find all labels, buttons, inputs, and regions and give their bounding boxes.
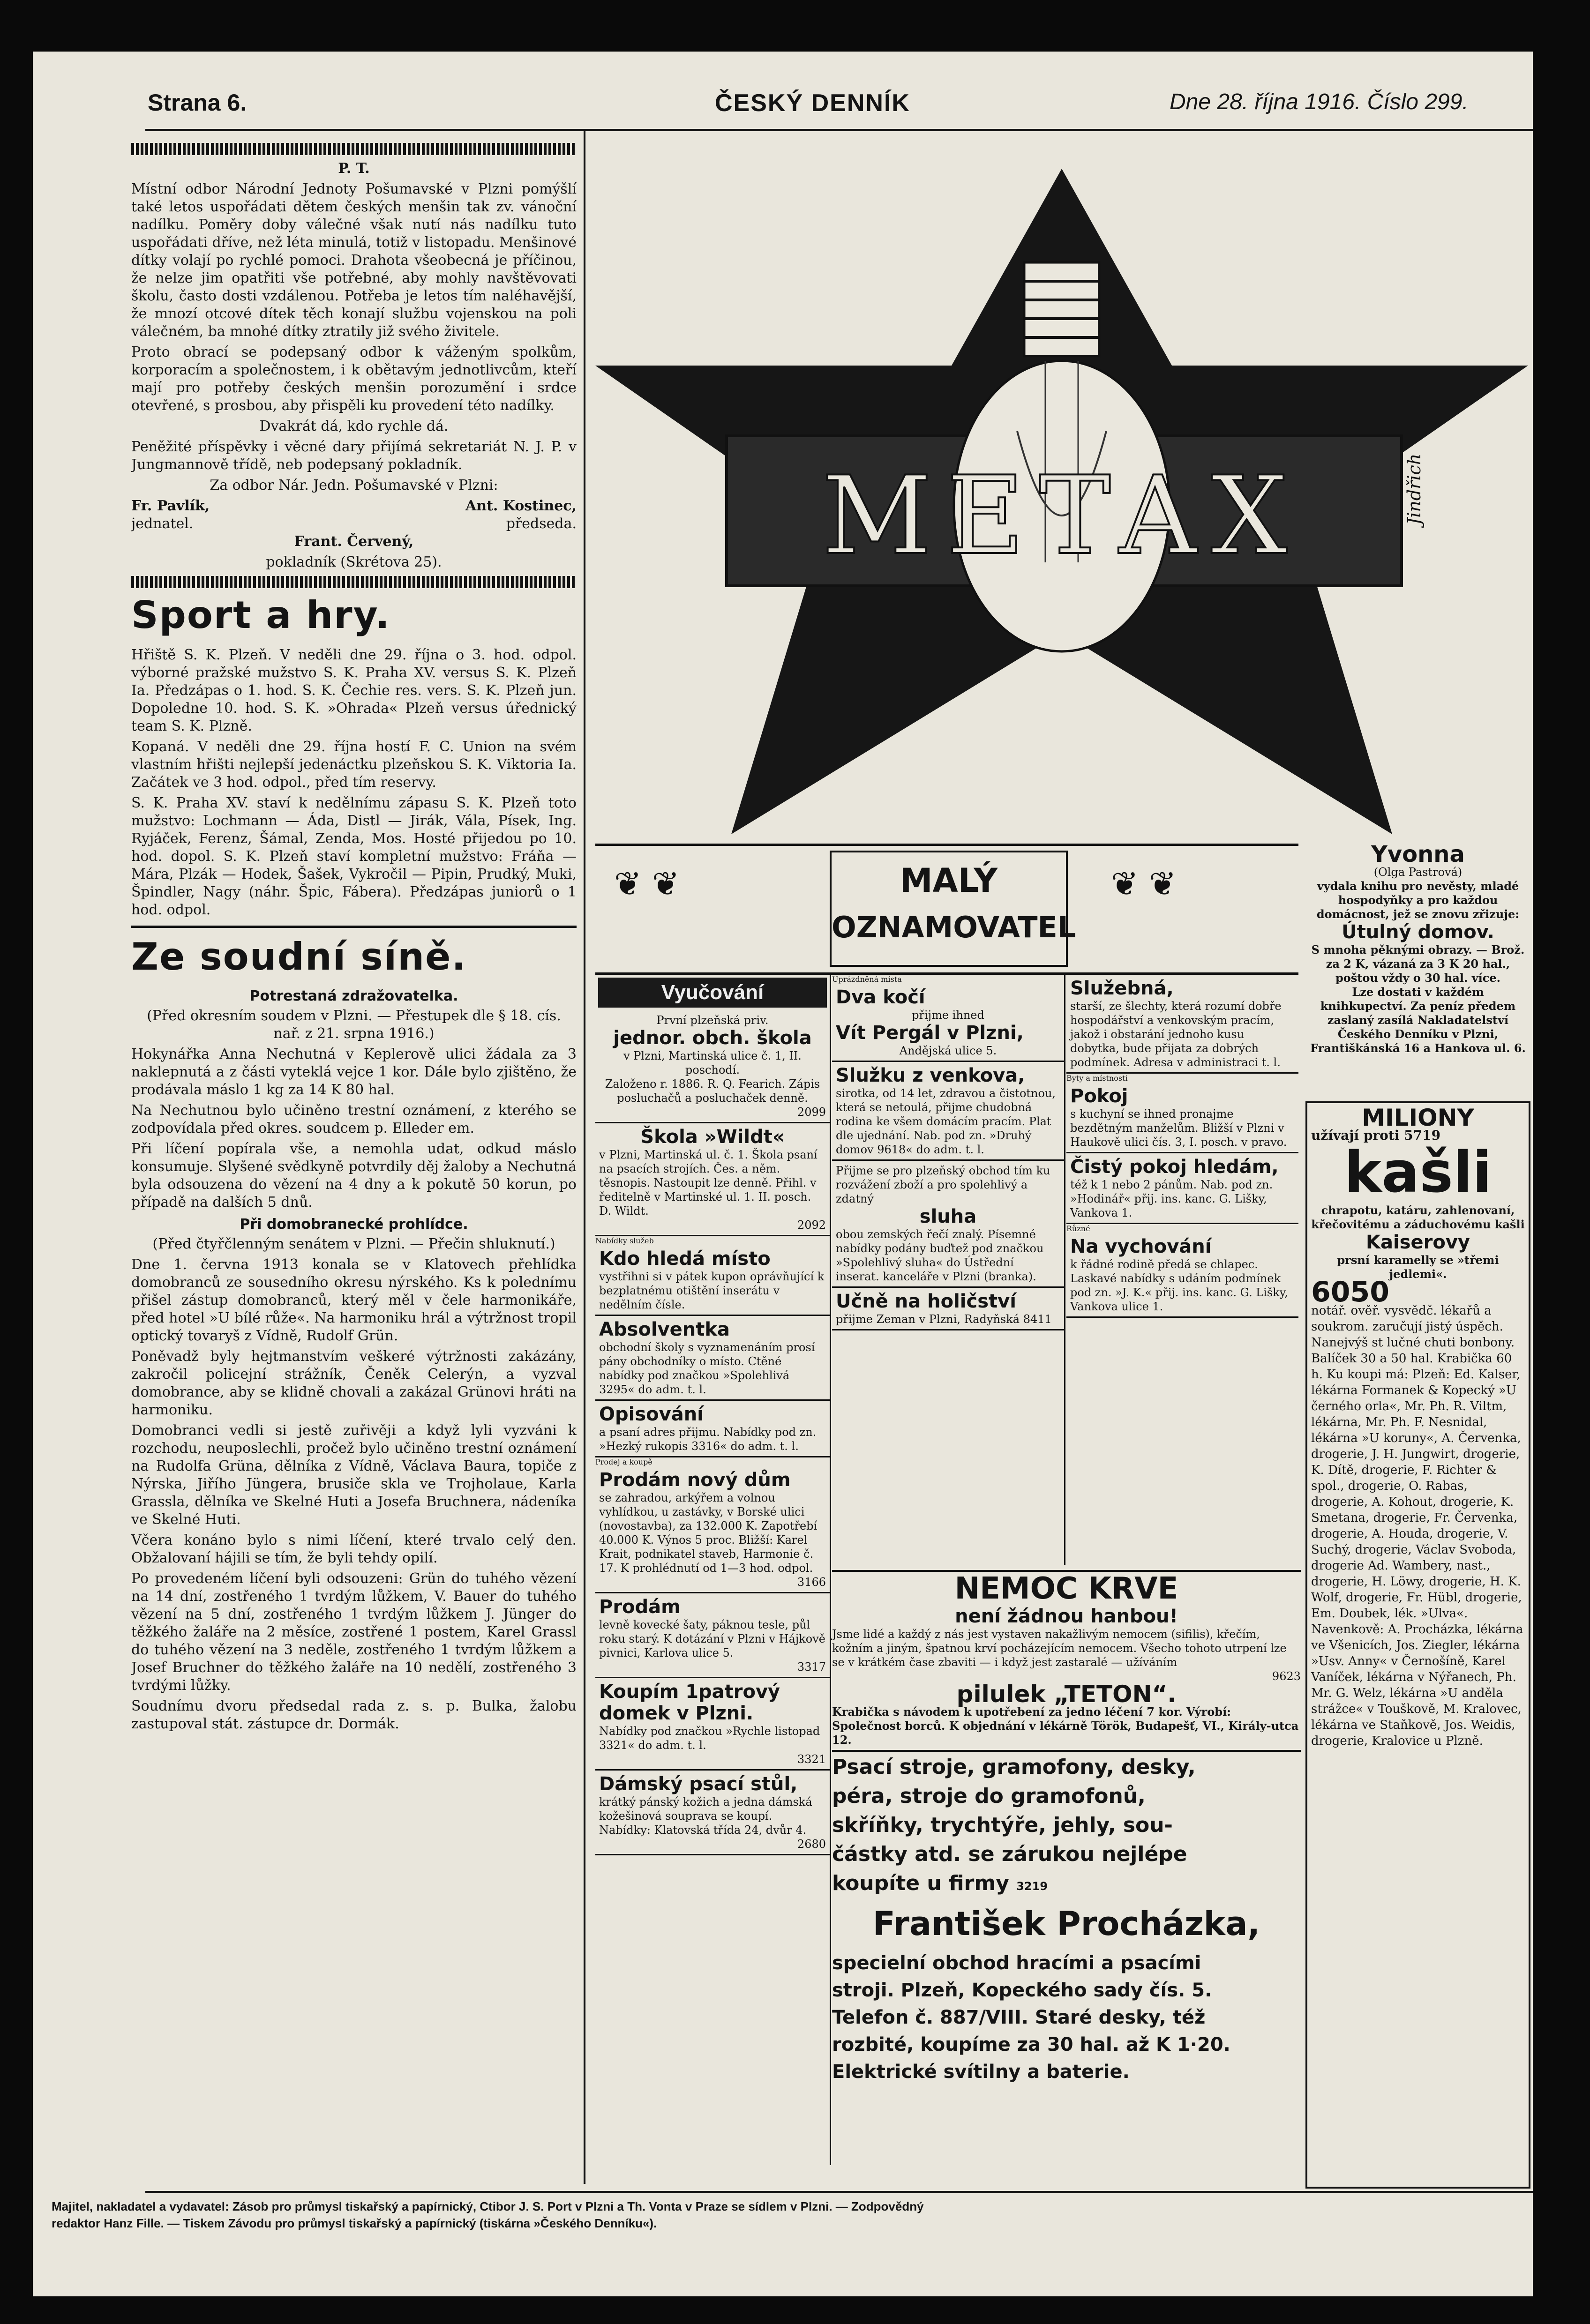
ad-yvonna: Yvonna (Olga Pastrová) vydala knihu pro nevěsty, mladé hospodyňky a pro každou domácnost, jež se znovu zřizuje: Útulný domov. S mnoha pěknými obrazy. — Brož. za 2 K, vázaná za 3 K 20 hal., poštou vždy o 30 hal. více. Lze dostati v každém knihkupectví. Za peníz předem zaslaný zasílá Nakladatelství Českého Denníku v Plzni, Františkánská 16 a Hankova ul. 6.	[1310, 841, 1526, 1055]
section-heading-court: Ze soudní síně.	[131, 935, 467, 979]
metax-advertisement	[595, 141, 1528, 839]
ad-opisovani: Opisování a psaní adres přijmu. Nabídky pod zn. »Hezký rukopis 3316« do adm. t. l.	[595, 1401, 830, 1457]
section-flats: Byty a místnosti	[1066, 1074, 1128, 1083]
footer-rule	[145, 2191, 1533, 2193]
signature-role: jednatel.	[131, 516, 194, 532]
court-paragraph: Včera konáno bylo s nimi líčení, které trvalo celý den. Obžalovaní hájili se tím, že byli tehdy opilí.	[131, 1532, 577, 1566]
ad-house: Prodám nový dům se zahradou, arkýřem a volnou vyhlídkou, u zastávky, v Borské ulici (novostavba), za 132.000 K. Zapotřebí 40.000 K. Výnos 5 proc. Bližší: Karel Krait, podnikatel staveb, Harmonie č. 17. K prohlédnutí od 1—3 hod. odpol. 3166	[595, 1466, 830, 1593]
metax-wordmark: METAX	[821, 454, 1302, 579]
left-column	[131, 138, 577, 2191]
section-services: Nabídky služeb	[595, 1236, 654, 1245]
signature-role: předseda.	[506, 516, 577, 532]
court-paragraph: Poněvadž byly hejtmanstvím veškeré výtržnosti zakázány, zakročil policejní strážník, Čeněk Celerýn, a vyzval domobrance, aby se klidně chovali a zakázal Grünovi hráti na harmoniku.	[131, 1348, 577, 1418]
classifieds-title: MALÝ OZNAMOVATEL	[830, 851, 1068, 967]
classifieds-column-2	[832, 975, 1065, 1565]
ad-rural-maid: Služku z venkova, sirotka, od 14 let, zdravou a čistotnou, která se netoulá, přijme chudobná rodina ke všem domácím pracím. Plat dle ujednání. Nab. pod zn. »Druhý domov 9618« do adm. t. l.	[832, 1062, 1064, 1161]
ornamental-rule	[131, 143, 577, 155]
court-paragraph: Domobranci vedli si jestě zuřivěji a když lyli vyzváni k rozchodu, neuposlechli, pročež bylo učiněno trestní oznámení na Rudolfa Grüna, dělníka z Vídně, Václava Baura, topiče z Nýrska, Jiřího Jüngera, brusiče skla ve Trojholaue, Karla Grassla, dělníka ve Skelné Huti a Josefa Bruchnera, nádeníka ve Skelné Huti.	[131, 1422, 577, 1528]
ad-buy: Koupím 1patrový domek v Plzni. Nabídky pod značkou »Rychle listopad 3321« do adm. t. l. 3321	[595, 1678, 830, 1771]
section-heading-sport: Sport a hry.	[131, 593, 390, 637]
ad-miliony: MILIONY užívají proti 5719 kašli chrapotu, katáru, zahlenovaní, křečovitému a záduchovému kašli Kaiserovy prsní karamelly se »třemi jedlemi«. 6050 notář. ověř. vysvědč. lékařů a soukrom. zaručují jistý úspěch. Nanejvýš st lučné chuti bonbony. Balíček 30 a 50 hal. Krabička 60 h. Ku koupi má: Plzeň: Ed. Kalser, lékárna Formanek & Kopecký »U černého orla«, Mr. Ph. R. Viltm, lékárna, Mr. Ph. F. Nesnidal, lékárna »U koruny«, A. Červenka, drogerie, J. H. Jungwirt, drogerie, K. Dítě, drogerie, F. Richter & spol., drogerie, O. Rabas, drogerie, A. Kohout, drogerie, K. Smetana, drogerie, Fr. Červenka, drogerie, A. Houda, drogerie, V. Suchý, drogerie, Václav Svoboda, drogerie Ad. Wambery, nast., drogerie, H. Löwy, drogerie, H. K. Wolf, drogerie, Fr. Hübl, drogerie, Em. Doubek, lék. »Ulva«. Navenkově: A. Procházka, lékárna ve Všenicích, Jos. Ziegler, lékárna »Usv. Anny« v Černošíně, Karel Vaníček, lékárna v Nýřanech, Ph. Mr. G. Welz, lékárna »U anděla strážce« v Touškově, M. Kralovec, lékárna ve Staňkově, Jos. Weidis, drogerie, Kralovice u Plzně.	[1305, 1101, 1530, 2189]
newspaper-page	[33, 52, 1533, 2296]
ad-care: Na vychování k řádné rodině předá se chlapec. Laskavé nabídky s udáním podmínek pod zn. »J. K.« přij. ins. kanc. G. Lišky, Vankova ulice 1.	[1066, 1233, 1298, 1318]
court-paragraph: Hokynářka Anna Nechutná v Keplerově ulici žádala za 3 naklepnutá a z části vyteklá vejce 1 kor. Dále bylo zjištěno, že prodávala máslo 1 kg za 14 K 80 hal.	[131, 1046, 577, 1098]
ad-prochazka: Psací stroje, gramofony, desky, péra, stroje do gramofonů, skříňky, trychtýře, jehly, sou- částky atd. se zárukou nejlépe koupíte u firmy 3219 František Procházka, specielní obchod hracími a psacími stroji. Plzeň, Kopeckého sady čís. 5. Telefon č. 887/VIII. Staré desky, též rozbité, koupíme za 30 hal. až K 1·20. Elektrické svítilny a baterie.	[832, 1753, 1301, 2193]
signatures	[131, 515, 577, 533]
ad-wildt: Škola »Wildt« v Plzni, Martinská ul. č. 1. Škola psaní na psacích strojích. Čes. a něm. těsnopis. Nastoupit lze denně. Přihl. v ředitelně v Martinské ul. 1. II. posch. D. Wildt. 2092	[595, 1123, 830, 1236]
signature-name: Fr. Pavlík,	[131, 498, 210, 514]
firm-name: František Procházka,	[872, 1905, 1260, 1943]
newspaper-title: ČESKÝ DENNÍK	[715, 90, 910, 117]
ad-clean-room: Čistý pokoj hledám, též k 1 nebo 2 pánům. Nab. pod zn. »Hodinář« přij. ins. kanc. G. Lišky, Vankova 1.	[1066, 1153, 1298, 1224]
issue-date: Dne 28. října 1916. Číslo 299.	[1170, 90, 1469, 114]
notice-for-line: Za odbor Nár. Jedn. Pošumavské v Plzni:	[210, 477, 498, 493]
page-number: Strana 6.	[148, 90, 247, 116]
section-vacancies: Uprázdněná místa	[832, 975, 902, 984]
sport-paragraph: Hřiště S. K. Plzeň. V neděli dne 29. října o 3. hod. odpol. výborné pražské mužstvo S. K. Praha XV. versus S. K. Plzeň Ia. Předzápas o 1. hod. S. K. Čechie res. vers. S. K. Plzeň jun. Dopoledne 10. hod. S. K. »Ohrada« Plzeň versus úřednický team S. K. Plzně.	[131, 647, 577, 734]
notice-heading: P. T.	[338, 160, 370, 177]
ad-sell: Prodám levně kovecké šaty, páknou tesle, půl roku starý. K dotázání v Plzni v Hájkově pivnici, Karlova ulice 5. 3317	[595, 1593, 830, 1678]
sport-paragraph: Kopaná. V neděli dne 29. října hostí F. C. Union na svém vlastním hřišti nejlepší jedenáctku plzeňskou S. K. Viktoria Ia. Začátek ve 3 hod. odpol., před tím reservy.	[131, 739, 577, 791]
ornament-left: ❦ ❦	[614, 865, 680, 903]
court-paragraph: Dne 1. června 1913 konala se v Klatovech přehlídka domobranců ze sousedního okresu nýrského. Ks k polednímu přišel zástup domobranců, který měl v čele harmonikáře, před hotel »U bílé růže«. Na harmoniku hrál a výtržnost tropil optický tovaryš z Vídně, Rudolf Grün.	[131, 1256, 577, 1344]
classifieds-banner	[595, 844, 1298, 975]
column-divider	[584, 131, 585, 2184]
ad-kdo: Kdo hledá místo vystřihni si v pátek kupon oprávňující k bezplatnému otištění inserátu v nedělním čísle.	[595, 1245, 830, 1316]
court-paragraph: Soudnímu dvoru předsedal rada z. s. p. Bulka, žalobu zastupoval stát. zástupce dr. Dormák.	[131, 1698, 577, 1732]
ad-school: První plzeňská priv. jednor. obch. škola v Plzni, Martinská ulice č. 1, II. poschodí. Založeno r. 1886. R. Q. Fearich. Zápis posluchačů a posluchaček denně. 2099	[595, 1010, 830, 1123]
court-subheading: Při domobranecké prohlídce.	[240, 1216, 468, 1233]
court-paragraph: Na Nechutnou bylo učiněno trestní oznámení, z kterého se zodpovídala před okres. soudcem p. Elleder em.	[131, 1102, 577, 1136]
ad-nemoc-krve: NEMOC KRVE není žádnou hanbou! Jsme lidé a každý z nás jest vystaven nakažlivým nemocem (sifilis), křečím, kožním a jiným, špatnou krví pocházejícím nemocem. Všecho tohoto utrpení lze se v krátkém čase zbaviti — i když jest zastaralé — užíváním 9623 pilulek „TETON“. Krabička s návodem k upotřebení za jedno léčení 7 kor. Výrobí: Společnost borců. K objednání v lékárně Török, Budapešť, VI., Király-utca 12.	[832, 1570, 1301, 1752]
classifieds-column-1	[595, 975, 831, 2165]
court-subheading: Potrestaná zdražovatelka.	[249, 988, 458, 1004]
signature-name: Frant. Červený,	[294, 533, 414, 550]
ad-servant: Přijme se pro plzeňský obchod tím ku rozvážení zboží a pro spolehlivý a zdatný sluha obou zemských řečí znalý. Písemné nabídky podány buďtež pod značkou »Spolehlivý sluha« do Ústřední inserat. kanceláře v Plzni (branka).	[832, 1161, 1064, 1288]
section-teaching: Vyučování	[598, 978, 827, 1008]
court-paragraph: Při líčení popírala vše, a nemohla udat, odkud máslo konsumuje. Slyšené svědkyně potvrdily děj žaloby a Nechutná byla odsouzena do vězení na 4 dny a k pokutě 50 korun, po případě na dalších 5 dnů.	[131, 1141, 577, 1211]
ornamental-rule	[131, 576, 577, 588]
signature-role: pokladník (Skrétova 25).	[266, 554, 442, 570]
ornament-right: ❦ ❦	[1111, 865, 1177, 903]
section-sale: Prodej a koupě	[595, 1457, 652, 1466]
ad-absolventka: Absolventka obchodní školy s vyznamenáním prosí pány obchodníky o místo. Ctěné nabídky pod značkou »Spolehlivá 3295« do adm. t. l.	[595, 1316, 830, 1401]
imprint-footer: Majitel, nakladatel a vydavatel: Zásob pro průmysl tiskařský a papírnický, Ctibor J. S. Port v Plzni a Th. Vonta v Praze se sídlem v Plzni. — Zodpovědný redaktor Hanz Fille. — Tiskem Závodu pro průmysl tiskařský a papírnický (tiskárna »Českého Denníku«).	[52, 2199, 924, 2230]
big-word: kašli	[1344, 1140, 1492, 1205]
sport-paragraph: S. K. Praha XV. staví k nedělnímu zápasu S. K. Plzeň toto mužstvo: Lochmann — Áda, Distl — Jirák, Vála, Písek, Ing. Ryjáček, Ferenz, Šámal, Zenda, Mos. Hosté přijedou po 10. hod. dopol. S. K. Plzeň staví kompletní mužstvo: Fráňa — Mára, Plzák — Hodek, Šašek, Vykročil — Pipin, Prudký, Muki, Špindler, Nagy (náhr. Špic, Fábera). Předzápas juniorů o 1 hod. odpol.	[131, 795, 577, 918]
notice-paragraph: Peněžité příspěvky i věcné dary přijímá sekretariát N. J. P. v Jungmannově třídě, neb podepsaný pokladník.	[131, 439, 577, 473]
ad-desk: Dámský psací stůl, krátký pánský kožich a jedna dámská kožešinová souprava se koupí. Nabídky: Klatovská třída 24, dvůr 4. 2680	[595, 1771, 830, 1855]
signatures	[131, 497, 577, 515]
ad-room: Pokoj s kuchyní se ihned pronajme bezdětným manželům. Bližší v Plzni v Haukově ulici čís. 3, I. posch. v pravo.	[1066, 1083, 1298, 1153]
section-rule	[131, 926, 577, 928]
notice-paragraph: Místní odbor Národní Jednoty Pošumavské v Plzni pomýšlí také letos uspořádati dětem českých menšin tak zv. vánoční nadílku. Poměry doby válečné však nutí nás nadílku tuto uspořádati dříve, než léta minulá, totiž v listopadu. Menšinové dítky volají po rychlé pomoci. Drahota všeobecná je příčinou, že nelze jim opatřiti vše potřebné, aby mohly navštěvovati školu, často dosti vzdálenou. Potřeba je letos tím naléhavější, že mnozí otcové dítek těch konají službu vojenskou na poli válečném, ba mnohé dítky ztratily již svého živitele.	[131, 181, 577, 340]
court-paragraph: Po provedeném líčení byli odsouzeni: Grün do tuhého vězení na 14 dní, zostřeného 1 tvrdým lůžkem, V. Bauer do tuhého vězení na 5 dní, zostřeného 1 tvrdým lůžkem J. Jünger do těžkého žaláře na 2 měsíce, zostřené 1 postem, Karel Grassl do tuhého vězení na 3 neděle, zostřeného 1 tvrdým lůžkem a Josef Bruchner do těžkého žaláře na 10 nedělí, zostřeného 3 tvrdými lůžky.	[131, 1570, 577, 1694]
section-misc: Různé	[1066, 1224, 1090, 1233]
classifieds-column-3	[1066, 975, 1298, 1565]
court-note: (Před okresním soudem v Plzni. — Přestupek dle § 18. cís. nař. z 21. srpna 1916.)	[147, 1008, 561, 1042]
signature-name: Ant. Kostinec,	[465, 498, 577, 514]
court-note: (Před čtyřčlenným senátem v Plzni. — Přečin shluknutí.)	[152, 1236, 555, 1252]
masthead	[33, 80, 1533, 136]
ad-coachman: Dva kočí přijme ihned Vít Pergál v Plzni, Andějská ulice 5.	[832, 984, 1064, 1062]
artist-signature: Jindřich	[1404, 453, 1425, 525]
masthead-rule	[145, 129, 1533, 131]
metax-star-graphic	[595, 141, 1528, 839]
notice-paragraph: Proto obrací se podepsaný odbor k váženým spolkům, korporacím a společnostem, i k obětavým jednotlivcům, kteří mají pro potřeby českých menšin porozumění i srdce otevřené, s prosbou, aby přispěli ku provedení této nadílky.	[131, 344, 577, 414]
notice-paragraph: Dvakrát dá, kdo rychle dá.	[259, 418, 449, 434]
ad-maid-job: Služebná, starší, ze šlechty, která rozumí dobře hospodářství a venkovským pracím, jakož i obstarání jednoho kusu dobytka, bude přijata za dobrých podmínek. Adresa v administraci t. l.	[1066, 975, 1298, 1074]
ad-hairdresser: Učně na holičství přijme Zeman v Plzni, Radyňská 8411	[832, 1288, 1064, 1330]
